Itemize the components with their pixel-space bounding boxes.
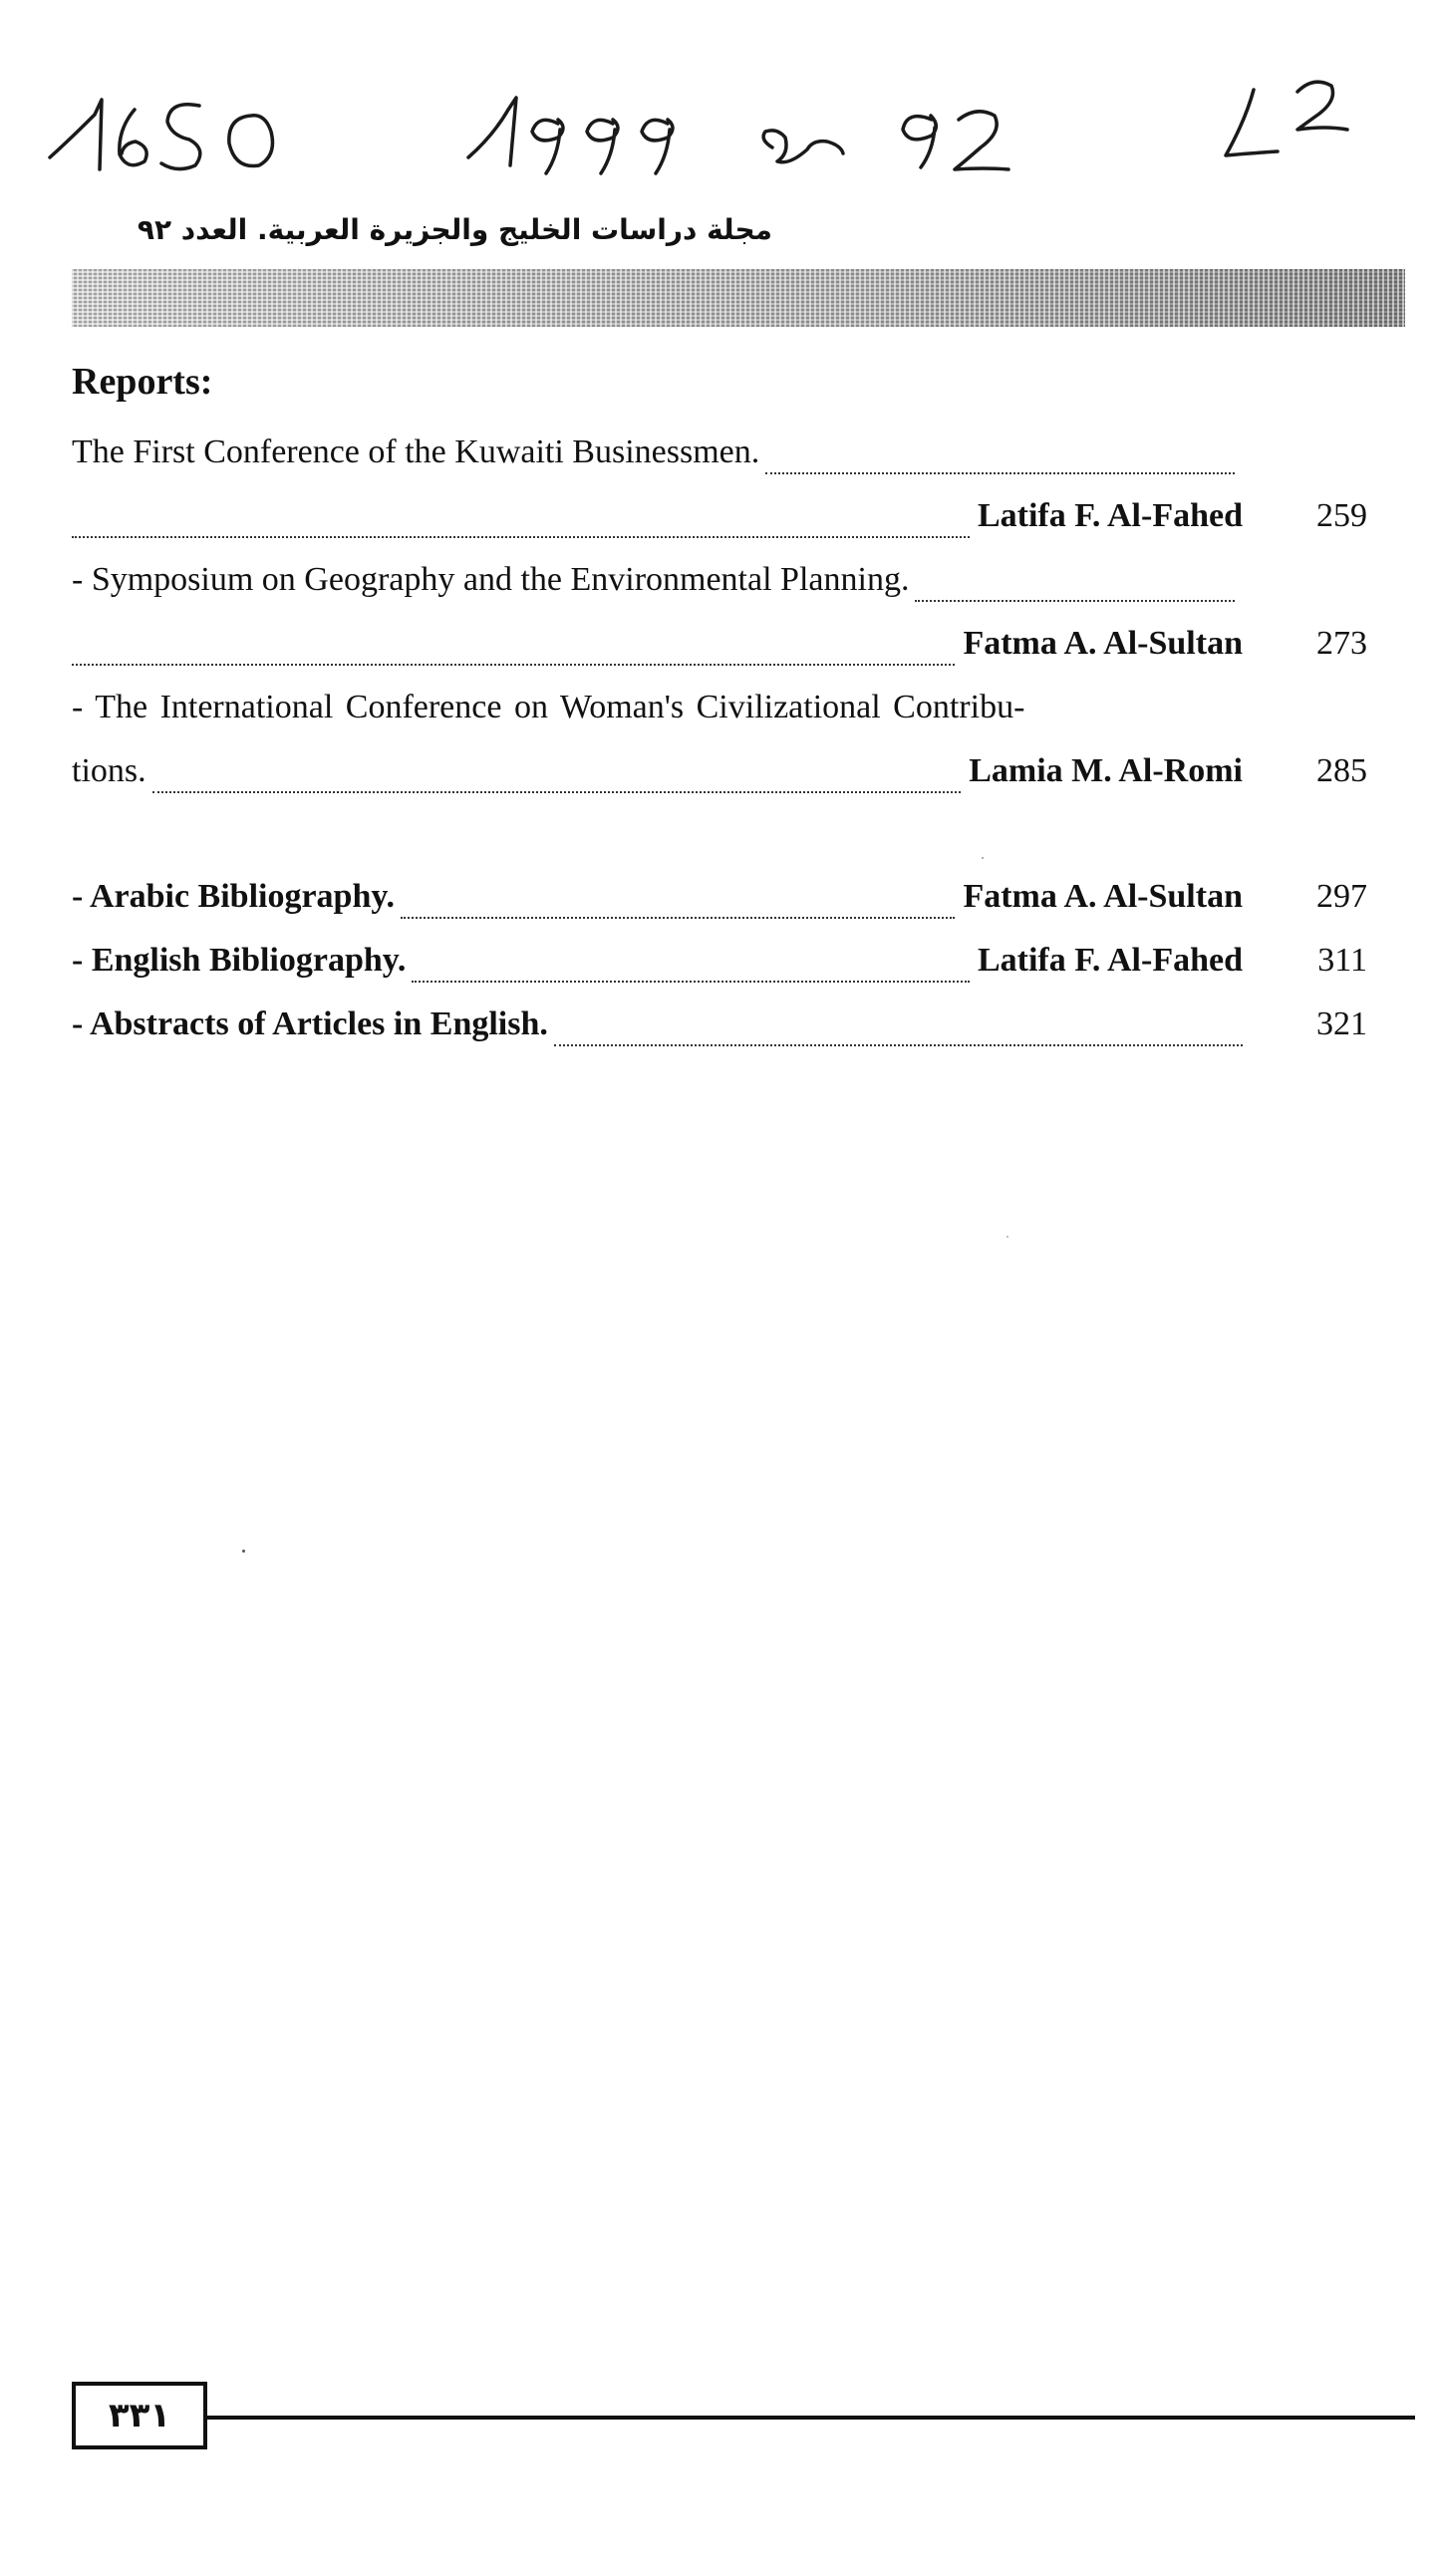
dot-leader [915, 599, 1235, 602]
toc-entry [72, 993, 1367, 1056]
entry-author: Lamia M. Al-Romi [969, 752, 1243, 789]
entry-page-number: 273 [1316, 625, 1367, 662]
dot-leader [401, 916, 955, 919]
scan-speck [982, 857, 984, 859]
toc-entry-title-line [72, 676, 1367, 739]
entry-title: The First Conference of the Kuwaiti Businessmen. [72, 433, 760, 470]
dot-leader [412, 980, 970, 983]
handwriting-strokes [40, 70, 1415, 189]
toc-entry-title-line [72, 548, 1367, 612]
entry-page-number: 259 [1316, 497, 1367, 534]
toc-entry [72, 612, 1367, 676]
entry-title: - Arabic Bibliography. [72, 878, 395, 915]
entry-title: - The International Conference on Woman's Civilizational Contribu- [72, 689, 1025, 725]
entry-page-number: 285 [1316, 752, 1367, 789]
toc-entry [72, 484, 1367, 548]
entry-author: Latifa F. Al-Fahed [977, 497, 1243, 534]
dot-leader [72, 663, 955, 666]
toc-entry-title-line [72, 421, 1367, 484]
dot-leader [554, 1043, 1243, 1046]
entry-author: Fatma A. Al-Sultan [963, 625, 1243, 662]
page-number: ٣٣١ [72, 2382, 207, 2449]
dot-leader [765, 471, 1235, 474]
entry-title-continued: tions. [72, 752, 146, 789]
table-of-contents [72, 357, 1367, 1056]
footer-rule [207, 2416, 1415, 2420]
entry-author: Latifa F. Al-Fahed [977, 942, 1243, 979]
handwritten-notes [40, 70, 1415, 189]
journal-title: مجلة دراسات الخليج والجزيرة العربية. العدد ٩٢ [137, 213, 772, 246]
reports-heading: Reports: [72, 361, 213, 403]
entry-page-number: 321 [1316, 1005, 1367, 1042]
toc-entry [72, 739, 1367, 803]
toc-entry [72, 865, 1367, 929]
dot-leader [152, 790, 962, 793]
entry-title: - Symposium on Geography and the Environmental Planning. [72, 561, 910, 598]
entry-page-number: 311 [1317, 942, 1367, 979]
entry-author: Fatma A. Al-Sultan [963, 878, 1243, 915]
scan-speck [242, 1550, 245, 1553]
entry-title: - English Bibliography. [72, 942, 407, 979]
scan-speck [1006, 1236, 1008, 1238]
entry-title: - Abstracts of Articles in English. [72, 1005, 548, 1042]
header-pattern-band [72, 269, 1405, 327]
toc-entry [72, 929, 1367, 993]
dot-leader [72, 535, 970, 538]
entry-page-number: 297 [1316, 878, 1367, 915]
